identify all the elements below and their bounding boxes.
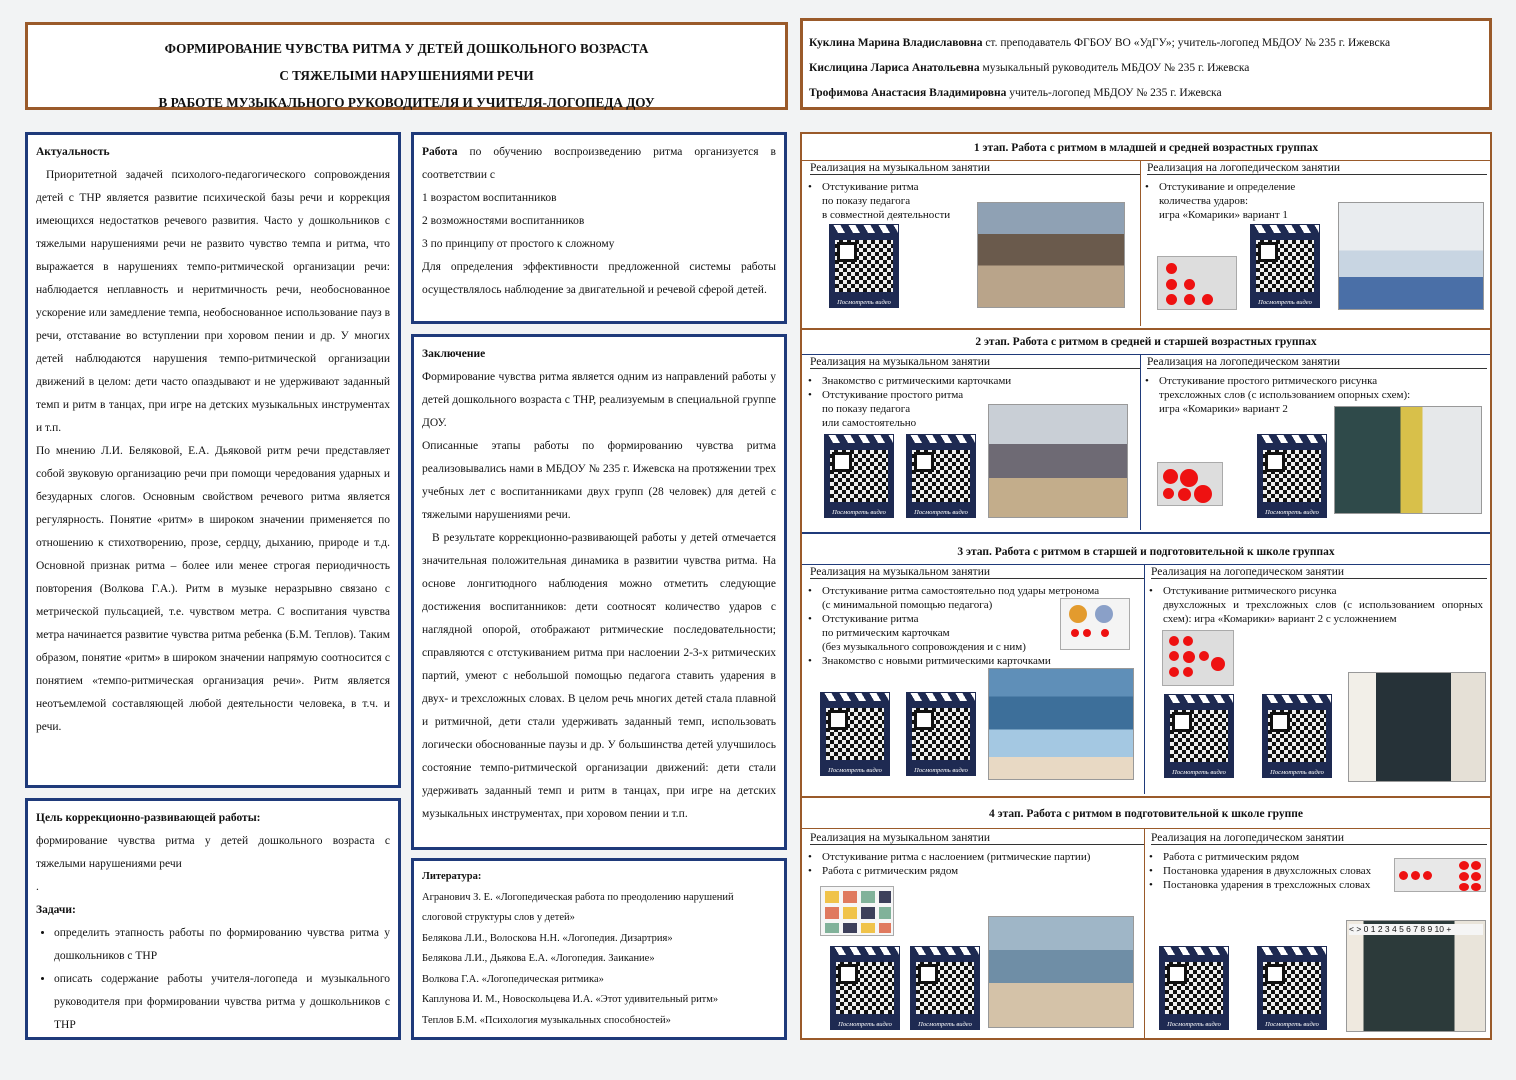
stress-dots-scheme [1394,858,1486,892]
rhythm-card-picture [1060,598,1130,650]
literature-item: Теплов Б.М. «Психология музыкальных способностей» [422,1014,671,1026]
stage-1-title: 1 этап. Работа с ритмом в младшей и средней возрастных группах [973,142,1319,154]
literature-item: Белякова Л.И., Волоскова Н.Н. «Логопедия. Дизартрия» [422,932,673,944]
rhythm-dots-card [1157,462,1223,506]
video-qr-code[interactable]: Посмотреть видео [1159,956,1229,1030]
rhythm-cards-grid [820,886,894,936]
work-intro: Работа по обучению воспроизведению ритма организуется в соответствии с [422,146,776,181]
poster-title [25,22,788,110]
music-class-photo [988,916,1134,1028]
author-1: Куклина Марина Владиславовна ст. преподаватель ФГБОУ ВО «УдГУ»; учитель-логопед МБДОУ № 235 г. Ижевска [809,37,1391,49]
stage-2-music-list: • Знакомство с ритмическими карточками • Отстукивание простого ритма по показу педагога или самостоятельно [808,375,1012,429]
literature-item: Волкова Г.А. «Логопедическая ритмика» [422,973,604,985]
literature-item: Каплунова И. М., Новоскольцева И.А. «Этот удивительный ритм» [422,994,719,1005]
literature-box [411,858,787,1040]
video-qr-code[interactable]: Посмотреть видео [906,702,976,776]
stage-3-speech-heading: Реализация на логопедическом занятии [1151,566,1487,579]
work-final: Для определения эффективности предложенной системы работы осуществлялось наблюдение за двигательной и речевой сферой детей. [422,261,776,296]
stage-1-speech-heading: Реализация на логопедическом занятии [1147,162,1487,175]
speech-class-photo [1346,920,1486,1032]
stage-3-title: 3 этап. Работа с ритмом в старшей и подготовительной к школе группах [957,546,1335,558]
title-line-1: ФОРМИРОВАНИЕ ЧУВСТВА РИТМА У ДЕТЕЙ ДОШКОЛЬНОГО ВОЗРАСТА [164,41,649,56]
music-class-photo [988,668,1134,780]
work-item: 1 возрастом воспитанников [422,192,557,204]
tasks-list [36,922,390,1037]
stage-1-speech-list: • Отстукивание и определение количества ударов: игра «Комарики» вариант 1 [1145,181,1296,221]
conclusion-heading: Заключение [422,348,486,360]
stage-1-music-heading: Реализация на музыкальном занятии [810,162,1140,175]
music-class-photo [977,202,1125,308]
goal-text: формирование чувства ритма у детей дошкольного возраста с тяжелыми нарушениями речи [36,835,390,870]
speech-class-photo [1338,202,1484,310]
stage-2-speech-heading: Реализация на логопедическом занятии [1147,356,1487,369]
work-item: 2 возможностями воспитанников [422,215,585,227]
video-qr-code[interactable]: Посмотреть видео [1257,956,1327,1030]
title-line-3: В РАБОТЕ МУЗЫКАЛЬНОГО РУКОВОДИТЕЛЯ И УЧИТЕЛЯ-ЛОГОПЕДА ДОУ [158,95,655,110]
video-qr-code[interactable]: Посмотреть видео [1164,704,1234,778]
video-qr-code[interactable]: Посмотреть видео [830,956,900,1030]
stage-2-music-heading: Реализация на музыкальном занятии [810,356,1140,369]
stage-4-speech-list: • Работа с ритмическим рядом • Постановка ударения в двухсложных словах • Постановка ударения в трехсложных словах [1149,851,1372,891]
stage-3-music-list: • Отстукивание ритма самостоятельно под удары метронома (с минимальной помощью педагога) • Отстукивание ритма по ритмическим карточкам (без музыкального сопровождения и с ним) • Знакомство с новыми ритмическими карточками [808,585,1100,667]
goal-box [25,798,401,1040]
video-qr-code[interactable]: Посмотреть видео [1250,234,1320,308]
literature-item: Агранович З. Е. «Логопедическая работа по преодолению нарушений слоговой структуры слов у детей» [422,891,734,923]
task-item: • описать содержание работы учителя-логопеда и музыкального руководителя при формировании чувства ритма у дошкольников с ТНР [54,968,390,1037]
author-3: Трофимова Анастасия Владимировна учитель-логопед МБДОУ № 235 г. Ижевска [809,87,1222,99]
title-line-2: С ТЯЖЕЛЫМИ НАРУШЕНИЯМИ РЕЧИ [279,68,534,83]
stage-4-music-heading: Реализация на музыкальном занятии [810,832,1144,845]
speech-class-photo [1334,406,1482,514]
stage-3-music-heading: Реализация на музыкальном занятии [810,566,1144,579]
stages-frame [800,132,1492,1040]
relevance-heading: Актуальность [36,146,110,158]
author-2: Кислицина Лариса Анатольевна музыкальный руководитель МБДОУ № 235 г. Ижевска [809,62,1250,74]
rhythm-dots-card [1157,256,1237,310]
literature-item: Белякова Л.И., Дьякова Е.А. «Логопедия. Заикание» [422,953,655,964]
stage-1-music-list: • Отстукивание ритма по показу педагога в совместной деятельности [808,181,951,221]
video-qr-code[interactable]: Посмотреть видео [820,702,890,776]
stage-3-speech-list: • Отстукивание ритмического рисунка двухсложных и трехсложных слов (с использованием опорных схем): игра «Комарики» вариант 2 с усложнением [1149,585,1483,625]
conclusion-paragraph-2: Описанные этапы работы по формированию чувства ритма реализовывались нами в МБДОУ № 235 г. Ижевска на протяжении трех учебных лет с воспитанниками двух групп (28 человек) для детей с тяжелыми нарушениями речи. [422,440,776,521]
task-item: • определить этапность работы по формированию чувства ритма у дошкольников с ТНР [54,922,390,968]
conclusion-box [411,334,787,850]
relevance-paragraph-2: По мнению Л.И. Беляковой, Е.А. Дьяковой ритм речи представляет собой звуковую организацию речи при помощи чередования ударных и безударных слогов. Основным свойством речевого ритма является регулярность. Понятие «ритм» в широком значении применяется по отношению к стихотворению, прозе, сердцу, дыханию, природе и т.д. Основной признак ритма – более или менее строгая периодичность повторения (Волкова Г.А.). Ритм в музыке неразрывно связано с метрической пульсацией, т.е. чувством метра. С воспитания чувства метра начинается развитие чувства ритма ребенка (Б.М. Теплов). Таким образом, понятие «ритм» в широком значении напрямую соотносится с понятием «темпо-ритмическая организация речи». Ритм является неотъемлемой составляющей любой деятельности человека, в т.ч. и речи. [36,445,390,733]
stage-2-title: 2 этап. Работа с ритмом в средней и старшей возрастных группах [975,336,1317,348]
work-box [411,132,787,324]
goal-heading: Цель коррекционно-развивающей работы: [36,812,261,824]
relevance-paragraph-1: Приоритетной задачей психолого-педагогического сопровождения детей с ТНР является развитие психической базы речи и коррекция имеющихся недостатков речевого развития. Часто у дошкольников с тяжелыми нарушениями речи не развито чувство темпа и ритма, что выражается в нарушениях темпо-ритмической организации речи: наблюдается неплавность и неритмичность речи, необоснованное ускорение или замедление темпа, необоснованное использование пауз в речи, отставание во вступлении при хоровом пении и др. У многих детей наблюдаются нарушения темпо-ритмической организации движений в целом: дети часто опаздывают и не удерживают заданный темп и ритм в танцах, при игре на детских музыкальных инструментах и т.п. [36,169,390,434]
authors-box [800,18,1492,110]
video-qr-code[interactable]: Посмотреть видео [1257,444,1327,518]
stage-4-title: 4 этап. Работа с ритмом в подготовительной к школе группе [988,808,1304,820]
stage-4-music-list: • Отстукивание ритма с наслоением (ритмические партии) • Работа с ритмическим рядом [808,851,1091,877]
rhythm-dots-card [1162,630,1234,686]
video-qr-code[interactable]: Посмотреть видео [824,444,894,518]
stage-4-speech-heading: Реализация на логопедическом занятии [1151,832,1487,845]
stage-2-speech-list: • Отстукивание простого ритмического рисунка трехсложных слов (с использованием опорных схем): игра «Комарики» вариант 2 [1145,375,1411,415]
conclusion-paragraph-1: Формирование чувства ритма является одним из направлений работы у детей дошкольного возраста с ТНР, реализуемым в специальной группе ДОУ. [422,371,776,429]
tasks-heading: Задачи: [36,904,76,916]
goal-dot: . [36,881,39,893]
video-qr-code[interactable]: Посмотреть видео [906,444,976,518]
conclusion-paragraph-3: В результате коррекционно-развивающей работы у детей отмечается значительная положительная динамика в развитии чувства ритма. На основе лонгитюдного наблюдения можно отметить следующие достижения воспитанников: дети соотносят количество ударов с наглядной опорой, отображают ритмические последовательности; справляются с отстукиванием ритма при наслоении 2-3-х ритмических партий, умеют с небольшой помощью педагога ставить ударения в двух- и трехсложных словах. В целом речь многих детей стала плавной и ритмичной, дети стали удерживать заданный темп, использовать логически обоснованные паузы и др. У большинства детей улучшилось состояние темпо-ритмической организации движений: дети стали удерживать заданный темп и ритм в танцах, при игре на детских музыкальных инструментах, при хоровом пении и т.п. [422,532,776,820]
video-qr-code[interactable]: Посмотреть видео [829,234,899,308]
video-qr-code[interactable]: Посмотреть видео [1262,704,1332,778]
literature-heading: Литература: [422,871,482,882]
relevance-box [25,132,401,788]
number-line-strip: < > 0 1 2 3 4 5 6 7 8 9 10 + [1349,924,1483,935]
speech-class-photo [1348,672,1486,782]
video-qr-code[interactable]: Посмотреть видео [910,956,980,1030]
work-item: 3 по принципу от простого к сложному [422,238,615,250]
music-class-photo [988,404,1128,518]
